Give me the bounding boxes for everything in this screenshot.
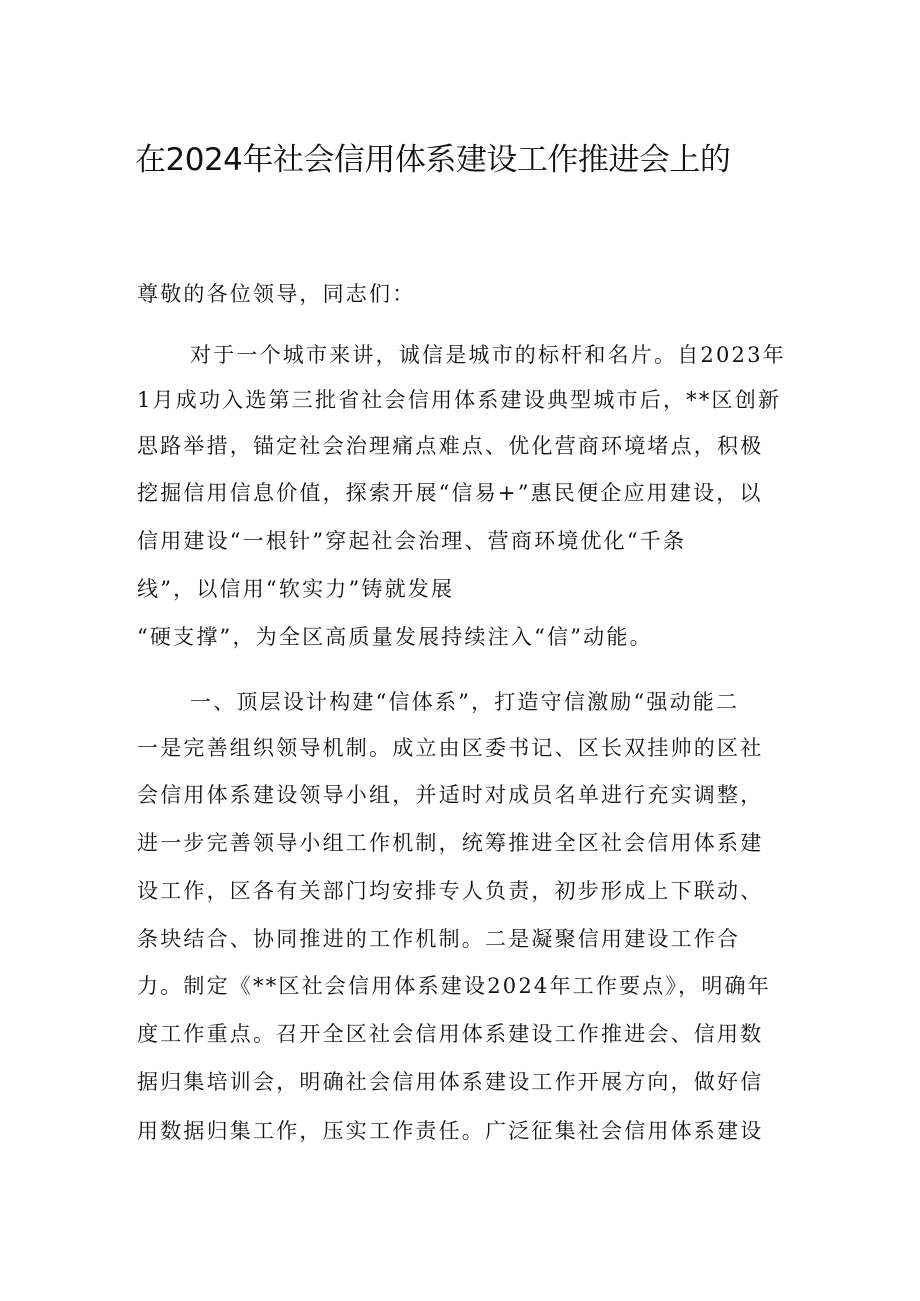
paragraph-line: “硬支撑”，为全区高质量发展持续注入“信”动能。 xyxy=(137,625,653,649)
paragraph-line: 度工作重点。召开全区社会信用体系建设工作推进会、信用数 xyxy=(137,1022,764,1046)
document-title: 在2024年社会信用体系建设工作推进会上的 xyxy=(135,142,731,178)
paragraph-line: 会信用体系建设领导小组，并适时对成员名单进行充实调整， xyxy=(137,783,764,807)
paragraph-line: 一是完善组织领导机制。成立由区委书记、区长双挂帅的区社 xyxy=(137,736,764,760)
paragraph-line: 挖掘信用信息价值，探索开展“信易+”惠民便企应用建设，以 xyxy=(137,481,763,505)
paragraph-line: 力。制定《**区社会信用体系建设2024年工作要点》，明确年 xyxy=(137,974,771,998)
paragraph-line: 设工作，区各有关部门均安排专人负责，初步形成上下联动、 xyxy=(137,879,764,903)
paragraph-line: 对于一个城市来讲，诚信是城市的标杆和名片。自2023年 xyxy=(190,343,786,367)
paragraph-line: 思路举措，锚定社会治理痛点难点、优化营商环境堵点，积极 xyxy=(137,434,764,458)
paragraph-line: 1月成功入选第三批省社会信用体系建设典型城市后，**区创新 xyxy=(137,388,782,412)
paragraph-line: 信用建设“一根针”穿起社会治理、营商环境优化“千条 xyxy=(137,529,687,553)
paragraph-line: 用数据归集工作，压实工作责任。广泛征集社会信用体系建设 xyxy=(137,1119,764,1143)
paragraph-line: 一、顶层设计构建“信体系”，打造守信激励“强动能二 xyxy=(190,690,740,714)
salutation: 尊敬的各位领导，同志们： xyxy=(137,282,416,306)
paragraph-line: 条块结合、协同推进的工作机制。二是凝聚信用建设工作合 xyxy=(137,927,741,951)
paragraph-line: 线”，以信用“软实力”铸就发展 xyxy=(137,577,455,601)
paragraph-line: 进一步完善领导小组工作机制，统筹推进全区社会信用体系建 xyxy=(137,831,764,855)
paragraph-line: 据归集培训会，明确社会信用体系建设工作开展方向，做好信 xyxy=(137,1070,764,1094)
